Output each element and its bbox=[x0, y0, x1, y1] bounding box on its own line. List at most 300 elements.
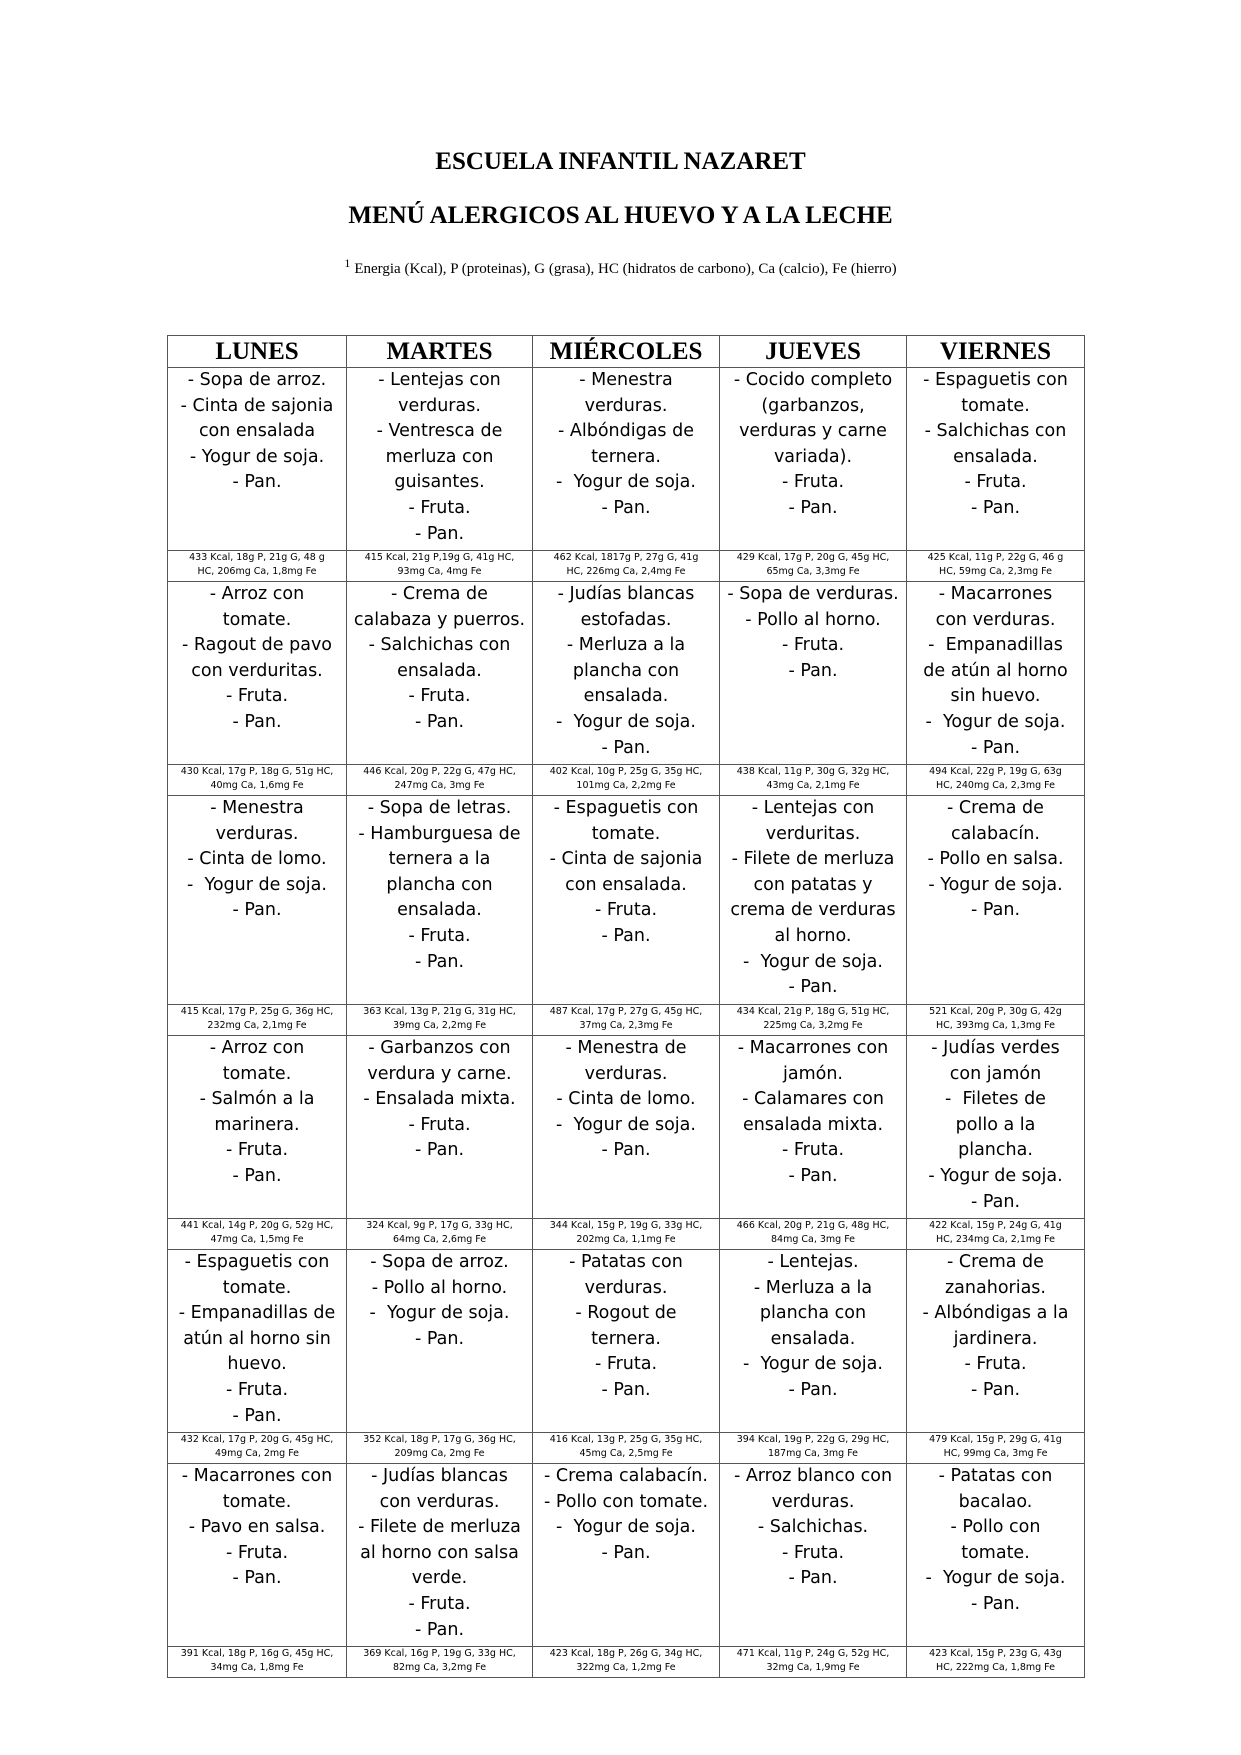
nutrition-line: 324 Kcal, 9g P, 17g G, 33g HC, bbox=[366, 1220, 513, 1231]
dish-line: zanahorias. bbox=[945, 1277, 1046, 1298]
dish-line: - Judías verdes bbox=[931, 1038, 1060, 1058]
dish-line: crema de verduras bbox=[730, 900, 896, 921]
day-header-martes: MARTES bbox=[347, 336, 533, 368]
dish-line: - Filete de merluza bbox=[731, 849, 895, 870]
dish-line: - Fruta. bbox=[408, 686, 471, 707]
nutrition-cell-week5-miercoles bbox=[533, 1433, 720, 1464]
dish-line: verduras y carne bbox=[739, 421, 887, 442]
dish-line: - Sopa de letras. bbox=[367, 798, 512, 818]
dish-line: - Fruta. bbox=[408, 1114, 471, 1135]
nutrition-cell-week1-martes bbox=[347, 551, 533, 582]
dish-line: - Sopa de arroz. bbox=[370, 1252, 509, 1272]
nutrition-cell-week1-lunes bbox=[168, 551, 347, 582]
nutrition-line: 438 Kcal, 11g P, 30g G, 32g HC, bbox=[736, 766, 890, 777]
week-1-dishes-row bbox=[168, 368, 1085, 551]
dish-line: - Crema de bbox=[391, 584, 488, 604]
dish-line: - Pan. bbox=[601, 1379, 651, 1400]
dish-line: - Yogur de soja. bbox=[743, 1354, 883, 1375]
menu-cell-week6-martes bbox=[347, 1464, 533, 1647]
nutrition-line: 479 Kcal, 15g P, 29g G, 41g bbox=[929, 1434, 1062, 1445]
dish-line: ternera a la bbox=[388, 849, 491, 870]
menu-body bbox=[168, 368, 1085, 1678]
nutrition-line: 487 Kcal, 17g P, 27g G, 45g HC, bbox=[549, 1006, 703, 1017]
nutrition-cell-week1-jueves bbox=[720, 551, 907, 582]
nutrition-cell-week2-miercoles bbox=[533, 765, 720, 796]
menu-cell-week1-viernes bbox=[907, 368, 1085, 551]
dish-line: - Pan. bbox=[414, 523, 465, 544]
dish-line: - Pan. bbox=[788, 1568, 838, 1589]
dish-line: - Salchichas con bbox=[368, 635, 511, 656]
nutrition-line: 494 Kcal, 22g P, 19g G, 63g bbox=[929, 766, 1062, 777]
dish-line: - Espaguetis con bbox=[923, 370, 1068, 390]
school-name-title: ESCUELA INFANTIL NAZARET bbox=[435, 148, 806, 175]
dish-line: - Patatas con bbox=[569, 1252, 683, 1272]
dish-line: - Yogur de soja. bbox=[925, 1568, 1066, 1589]
weekly-menu-table bbox=[167, 335, 1085, 1678]
dish-line: marinera. bbox=[214, 1114, 300, 1135]
dish-line: - Pan. bbox=[232, 1165, 282, 1186]
menu-cell-week1-miercoles bbox=[533, 368, 720, 551]
dish-line: - Pan. bbox=[788, 660, 838, 681]
nutrition-line: HC, 222mg Ca, 1,8mg Fe bbox=[936, 1662, 1055, 1673]
dish-line: con verduras. bbox=[379, 1491, 500, 1512]
menu-cell-week2-lunes bbox=[168, 582, 347, 765]
dish-line: verduras. bbox=[584, 1063, 668, 1084]
dish-line: - Rogout de bbox=[575, 1303, 677, 1324]
dish-line: - Macarrones bbox=[938, 584, 1053, 604]
dish-line: ensalada mixta. bbox=[742, 1114, 884, 1135]
dish-line: - Pan. bbox=[414, 951, 465, 972]
dish-line: - Ensalada mixta. bbox=[363, 1089, 516, 1110]
nutrition-line: 471 Kcal, 11g P, 24g G, 52g HC, bbox=[736, 1648, 890, 1659]
nutrition-line: 433 Kcal, 18g P, 21g G, 48 g bbox=[189, 552, 325, 563]
day-header-row bbox=[168, 336, 1085, 368]
dish-line: con jamón bbox=[949, 1063, 1042, 1084]
dish-line: - Yogur de soja. bbox=[556, 1517, 696, 1538]
dish-line: pollo a la bbox=[955, 1114, 1036, 1135]
nutrition-line: 466 Kcal, 20g P, 21g G, 48g HC, bbox=[736, 1220, 890, 1231]
dish-line: - Fruta. bbox=[225, 1140, 289, 1161]
menu-cell-week2-miercoles bbox=[533, 582, 720, 765]
nutrition-line: 423 Kcal, 15g P, 23g G, 43g bbox=[929, 1648, 1062, 1659]
menu-cell-week5-martes bbox=[347, 1250, 533, 1433]
dish-line: - Hamburguesa de bbox=[358, 823, 521, 844]
dish-line: - Yogur de soja. bbox=[369, 1303, 510, 1324]
nutrition-line: 93mg Ca, 4mg Fe bbox=[397, 566, 482, 577]
week-5-dishes-row bbox=[168, 1250, 1085, 1433]
menu-cell-week3-jueves bbox=[720, 796, 907, 1005]
dish-line: - Pan. bbox=[232, 711, 282, 732]
nutrition-line: 101mg Ca, 2,2mg Fe bbox=[576, 780, 676, 791]
dish-line: - Pan. bbox=[232, 472, 282, 493]
dish-line: - Salmón a la bbox=[199, 1089, 315, 1110]
dish-line: merluza con bbox=[385, 446, 494, 467]
menu-cell-week3-lunes bbox=[168, 796, 347, 1005]
nutrition-line: 82mg Ca, 3,2mg Fe bbox=[392, 1662, 487, 1673]
dish-line: - Filetes de bbox=[945, 1089, 1046, 1110]
menu-cell-week3-viernes bbox=[907, 796, 1085, 1005]
dish-line: - Sopa de verduras. bbox=[727, 584, 899, 604]
nutrition-line: 446 Kcal, 20g P, 22g G, 47g HC, bbox=[363, 766, 516, 777]
dish-line: ternera. bbox=[591, 1328, 661, 1349]
nutrition-cell-week6-jueves bbox=[720, 1647, 907, 1678]
nutrition-cell-week6-lunes bbox=[168, 1647, 347, 1678]
dish-line: verduras. bbox=[215, 823, 299, 844]
nutrition-line: 32mg Ca, 1,9mg Fe bbox=[766, 1662, 860, 1673]
nutrition-line: 369 Kcal, 16g P, 19g G, 33g HC, bbox=[363, 1648, 516, 1659]
dish-line: - Cinta de lomo. bbox=[556, 1089, 696, 1110]
dish-line: plancha. bbox=[958, 1140, 1033, 1161]
week-4-dishes-row bbox=[168, 1036, 1085, 1219]
dish-line: - Salchichas. bbox=[757, 1517, 869, 1538]
nutrition-line: 422 Kcal, 15g P, 24g G, 41g bbox=[929, 1220, 1062, 1231]
dish-line: - Espaguetis con bbox=[184, 1252, 330, 1272]
nutrition-line: 432 Kcal, 17g P, 20g G, 45g HC, bbox=[180, 1434, 334, 1445]
dish-line: - Pan. bbox=[601, 497, 651, 518]
nutrition-line: 43mg Ca, 2,1mg Fe bbox=[766, 780, 860, 791]
nutrition-cell-week4-jueves bbox=[720, 1219, 907, 1250]
nutrition-cell-week3-viernes bbox=[907, 1005, 1085, 1036]
week-5-nutrition-row bbox=[168, 1433, 1085, 1464]
dish-line: - Ventresca de bbox=[376, 421, 503, 442]
dish-line: - Pan. bbox=[970, 1191, 1021, 1212]
dish-line: - Yogur de soja. bbox=[556, 1114, 696, 1135]
menu-cell-week1-jueves bbox=[720, 368, 907, 551]
nutrition-line: HC, 59mg Ca, 2,3mg Fe bbox=[939, 566, 1052, 577]
menu-cell-week4-miercoles bbox=[533, 1036, 720, 1219]
menu-cell-week3-miercoles bbox=[533, 796, 720, 1005]
dish-line: - Fruta. bbox=[408, 925, 471, 946]
nutrition-line: 394 Kcal, 19g P, 22g G, 29g HC, bbox=[736, 1434, 890, 1445]
nutrition-line: 521 Kcal, 20g P, 30g G, 42g bbox=[929, 1006, 1062, 1017]
dish-line: - Fruta. bbox=[781, 1542, 845, 1563]
dish-line: - Judías blancas bbox=[557, 584, 695, 604]
dish-line: - Yogur de soja. bbox=[928, 874, 1063, 895]
dish-line: - Macarrones con bbox=[181, 1466, 333, 1486]
dish-line: - Merluza a la bbox=[566, 635, 686, 656]
dish-line: estofadas. bbox=[580, 609, 672, 630]
dish-line: verduras. bbox=[771, 1491, 855, 1512]
dish-line: - Pan. bbox=[788, 977, 838, 998]
nutrition-line: 391 Kcal, 18g P, 16g G, 45g HC, bbox=[180, 1648, 334, 1659]
dish-line: - Pollo al horno. bbox=[745, 609, 881, 630]
dish-line: - Pan. bbox=[414, 1328, 465, 1349]
dish-line: - Espaguetis con bbox=[553, 798, 699, 818]
nutrition-line: 415 Kcal, 21g P,19g G, 41g HC, bbox=[364, 552, 515, 563]
dish-line: - Fruta. bbox=[225, 1379, 289, 1400]
nutrition-line: 84mg Ca, 3mg Fe bbox=[770, 1234, 856, 1245]
dish-line: - Arroz con bbox=[209, 1038, 305, 1058]
nutrition-line: 40mg Ca, 1,6mg Fe bbox=[210, 780, 304, 791]
nutrition-cell-week4-martes bbox=[347, 1219, 533, 1250]
dish-line: - Pan. bbox=[970, 1593, 1021, 1614]
dish-line: - Cinta de sajonia bbox=[549, 849, 703, 870]
nutrition-cell-week2-martes bbox=[347, 765, 533, 796]
menu-cell-week3-martes bbox=[347, 796, 533, 1005]
dish-line: con verduras. bbox=[935, 609, 1056, 630]
dish-line: - Pan. bbox=[414, 1619, 465, 1640]
dish-line: ensalada. bbox=[770, 1328, 856, 1349]
nutrition-cell-week2-jueves bbox=[720, 765, 907, 796]
dish-line: - Pan. bbox=[970, 900, 1021, 921]
dish-line: - Garbanzos con bbox=[368, 1038, 511, 1058]
dish-line: - Calamares con bbox=[742, 1089, 884, 1110]
dish-line: plancha con bbox=[386, 874, 493, 895]
dish-line: - Pan. bbox=[970, 497, 1021, 518]
dish-line: ensalada. bbox=[583, 686, 669, 707]
nutrition-legend-text: Energia (Kcal), P (proteinas), G (grasa), HC (hidratos de carbono), Ca (calcio), Fe (hierro) bbox=[354, 261, 897, 277]
nutrition-cell-week5-lunes bbox=[168, 1433, 347, 1464]
nutrition-line: 209mg Ca, 2mg Fe bbox=[394, 1448, 485, 1459]
dish-line: - Lentejas con bbox=[751, 798, 875, 818]
dish-line: jardinera. bbox=[953, 1328, 1038, 1349]
dish-line: calabaza y puerros. bbox=[353, 609, 526, 630]
dish-line: - Menestra de bbox=[565, 1038, 687, 1058]
nutrition-cell-week6-viernes bbox=[907, 1647, 1085, 1678]
week-4-nutrition-row bbox=[168, 1219, 1085, 1250]
nutrition-line: 344 Kcal, 15g P, 19g G, 33g HC, bbox=[549, 1220, 703, 1231]
dish-line: - Crema calabacín. bbox=[544, 1466, 708, 1486]
nutrition-line: 34mg Ca, 1,8mg Fe bbox=[210, 1662, 304, 1673]
dish-line: - Sopa de arroz. bbox=[187, 370, 327, 390]
nutrition-line: 416 Kcal, 13g P, 25g G, 35g HC, bbox=[549, 1434, 703, 1445]
dish-line: - Pan. bbox=[232, 1568, 282, 1589]
dish-line: - Menestra bbox=[210, 798, 304, 818]
dish-line: - Fruta. bbox=[225, 686, 289, 707]
menu-cell-week2-jueves bbox=[720, 582, 907, 765]
dish-line: - Pan. bbox=[788, 1379, 838, 1400]
dish-line: bacalao. bbox=[958, 1491, 1033, 1512]
dish-line: plancha con bbox=[572, 660, 680, 681]
dish-line: al horno. bbox=[774, 925, 852, 946]
dish-line: guisantes. bbox=[394, 472, 485, 493]
dish-line: tomate. bbox=[222, 609, 292, 630]
dish-line: - Albóndigas de bbox=[558, 421, 694, 442]
nutrition-line: 462 Kcal, 1817g P, 27g G, 41g bbox=[553, 552, 699, 563]
dish-line: sin huevo. bbox=[950, 686, 1041, 707]
nutrition-cell-week3-lunes bbox=[168, 1005, 347, 1036]
week-6-nutrition-row bbox=[168, 1647, 1085, 1678]
dish-line: - Pan. bbox=[414, 1140, 465, 1161]
dish-line: plancha con bbox=[759, 1303, 867, 1324]
dish-line: - Macarrones con bbox=[737, 1038, 889, 1058]
week-3-dishes-row bbox=[168, 796, 1085, 1005]
nutrition-line: HC, 234mg Ca, 2,1mg Fe bbox=[936, 1234, 1055, 1245]
dish-line: - Pollo al horno. bbox=[371, 1277, 508, 1298]
nutrition-line: 64mg Ca, 2,6mg Fe bbox=[392, 1234, 487, 1245]
dish-line: - Empanadillas bbox=[928, 635, 1063, 656]
nutrition-line: 232mg Ca, 2,1mg Fe bbox=[207, 1020, 307, 1031]
dish-line: verde. bbox=[411, 1568, 468, 1589]
dish-line: - Pan. bbox=[414, 711, 465, 732]
menu-cell-week4-viernes bbox=[907, 1036, 1085, 1219]
dish-line: jamón. bbox=[783, 1063, 843, 1084]
dish-line: - Crema de bbox=[947, 1252, 1044, 1272]
nutrition-line: 430 Kcal, 17g P, 18g G, 51g HC, bbox=[180, 766, 334, 777]
dish-line: - Pan. bbox=[601, 737, 651, 758]
nutrition-line: 37mg Ca, 2,3mg Fe bbox=[579, 1020, 673, 1031]
day-header-viernes: VIERNES bbox=[907, 336, 1085, 368]
nutrition-cell-week2-viernes bbox=[907, 765, 1085, 796]
nutrition-line: 425 Kcal, 11g P, 22g G, 46 g bbox=[927, 552, 1064, 563]
menu-cell-week4-martes bbox=[347, 1036, 533, 1219]
dish-line: verduritas. bbox=[765, 823, 861, 844]
dish-line: - Filete de merluza bbox=[358, 1517, 521, 1538]
day-header-jueves: JUEVES bbox=[720, 336, 907, 368]
week-1-nutrition-row bbox=[168, 551, 1085, 582]
nutrition-line: 415 Kcal, 17g P, 25g G, 36g HC, bbox=[180, 1006, 334, 1017]
nutrition-line: HC, 240mg Ca, 2,3mg Fe bbox=[936, 780, 1055, 791]
dish-line: - Pan. bbox=[601, 1542, 651, 1563]
nutrition-line: 434 Kcal, 21g P, 18g G, 51g HC, bbox=[736, 1006, 890, 1017]
nutrition-cell-week1-viernes bbox=[907, 551, 1085, 582]
dish-line: - Pan. bbox=[601, 925, 651, 946]
dish-line: - Yogur de soja. bbox=[925, 711, 1066, 732]
menu-cell-week5-miercoles bbox=[533, 1250, 720, 1433]
nutrition-line: 202mg Ca, 1,1mg Fe bbox=[576, 1234, 676, 1245]
dish-line: tomate. bbox=[222, 1491, 292, 1512]
nutrition-line: 187mg Ca, 3mg Fe bbox=[767, 1448, 859, 1459]
dish-line: - Pan. bbox=[601, 1140, 651, 1161]
dish-line: - Lentejas. bbox=[767, 1252, 859, 1272]
menu-cell-week4-jueves bbox=[720, 1036, 907, 1219]
dish-line: - Yogur de soja. bbox=[189, 446, 325, 467]
dish-line: - Judías blancas bbox=[371, 1466, 508, 1486]
dish-line: - Pollo con bbox=[950, 1517, 1041, 1538]
dish-line: - Lentejas con bbox=[378, 370, 501, 390]
dish-line: tomate. bbox=[222, 1063, 292, 1084]
nutrition-cell-week5-viernes bbox=[907, 1433, 1085, 1464]
nutrition-line: 402 Kcal, 10g P, 25g G, 35g HC, bbox=[549, 766, 703, 777]
dish-line: calabacín. bbox=[951, 823, 1040, 844]
menu-cell-week5-lunes bbox=[168, 1250, 347, 1433]
dish-line: - Menestra bbox=[579, 370, 673, 390]
menu-cell-week1-martes bbox=[347, 368, 533, 551]
nutrition-line: 352 Kcal, 18g P, 17g G, 36g HC, bbox=[363, 1434, 516, 1445]
day-header-miercoles: MIÉRCOLES bbox=[533, 336, 720, 368]
nutrition-line: 322mg Ca, 1,2mg Fe bbox=[576, 1662, 676, 1673]
dish-line: - Pan. bbox=[232, 1405, 282, 1426]
dish-line: - Patatas con bbox=[938, 1466, 1053, 1486]
dish-line: ensalada. bbox=[397, 900, 482, 921]
week-3-nutrition-row bbox=[168, 1005, 1085, 1036]
dish-line: (garbanzos, bbox=[761, 395, 865, 416]
dish-line: - Merluza a la bbox=[753, 1277, 873, 1298]
week-2-nutrition-row bbox=[168, 765, 1085, 796]
dish-line: - Arroz blanco con bbox=[733, 1466, 893, 1486]
dish-line: - Ragout de pavo bbox=[181, 635, 333, 656]
nutrition-line: HC, 393mg Ca, 1,3mg Fe bbox=[936, 1020, 1055, 1031]
week-6-dishes-row bbox=[168, 1464, 1085, 1647]
dish-line: con ensalada bbox=[198, 421, 316, 442]
nutrition-cell-week2-lunes bbox=[168, 765, 347, 796]
menu-cell-week1-lunes bbox=[168, 368, 347, 551]
nutrition-cell-week6-martes bbox=[347, 1647, 533, 1678]
nutrition-cell-week4-lunes bbox=[168, 1219, 347, 1250]
menu-cell-week2-viernes bbox=[907, 582, 1085, 765]
dish-line: - Cinta de sajonia bbox=[180, 395, 334, 416]
dish-line: - Yogur de soja. bbox=[187, 874, 327, 895]
dish-line: - Albóndigas a la bbox=[922, 1303, 1069, 1324]
dish-line: de atún al horno bbox=[923, 660, 1068, 681]
nutrition-cell-week5-jueves bbox=[720, 1433, 907, 1464]
nutrition-line: 65mg Ca, 3,3mg Fe bbox=[766, 566, 860, 577]
dish-line: - Pan. bbox=[970, 737, 1021, 758]
dish-line: atún al horno sin bbox=[183, 1328, 331, 1349]
nutrition-line: 47mg Ca, 1,5mg Fe bbox=[210, 1234, 304, 1245]
menu-cell-week2-martes bbox=[347, 582, 533, 765]
menu-cell-week6-lunes bbox=[168, 1464, 347, 1647]
dish-line: - Fruta. bbox=[964, 472, 1027, 493]
dish-line: tomate. bbox=[961, 1542, 1030, 1563]
dish-line: - Pan. bbox=[232, 900, 282, 921]
dish-line: - Fruta. bbox=[781, 1140, 845, 1161]
menu-cell-week5-jueves bbox=[720, 1250, 907, 1433]
nutrition-cell-week3-martes bbox=[347, 1005, 533, 1036]
dish-line: - Empanadillas de bbox=[178, 1303, 336, 1324]
dish-line: - Fruta. bbox=[781, 472, 845, 493]
dish-line: - Yogur de soja. bbox=[743, 951, 883, 972]
dish-line: - Fruta. bbox=[408, 497, 471, 518]
dish-line: - Fruta. bbox=[408, 1593, 471, 1614]
nutrition-cell-week5-martes bbox=[347, 1433, 533, 1464]
footnote-marker: 1 bbox=[344, 256, 351, 270]
menu-cell-week4-lunes bbox=[168, 1036, 347, 1219]
nutrition-line: 363 Kcal, 13g P, 21g G, 31g HC, bbox=[363, 1006, 516, 1017]
nutrition-cell-week1-miercoles bbox=[533, 551, 720, 582]
menu-cell-week6-miercoles bbox=[533, 1464, 720, 1647]
dish-line: - Pollo con tomate. bbox=[543, 1491, 709, 1512]
dish-line: tomate. bbox=[961, 395, 1030, 416]
dish-line: - Fruta. bbox=[225, 1542, 289, 1563]
dish-line: ternera. bbox=[591, 446, 661, 467]
nutrition-line: 39mg Ca, 2,2mg Fe bbox=[392, 1020, 487, 1031]
dish-line: verduras. bbox=[584, 395, 668, 416]
day-header-lunes: LUNES bbox=[168, 336, 347, 368]
dish-line: variada). bbox=[773, 446, 853, 467]
dish-line: - Fruta. bbox=[594, 1354, 658, 1375]
menu-cell-week5-viernes bbox=[907, 1250, 1085, 1433]
dish-line: tomate. bbox=[591, 823, 661, 844]
dish-line: verduras. bbox=[584, 1277, 668, 1298]
dish-line: - Fruta. bbox=[964, 1354, 1027, 1375]
dish-line: - Cinta de lomo. bbox=[187, 849, 327, 870]
dish-line: - Cocido completo bbox=[733, 370, 893, 390]
nutrition-cell-week4-miercoles bbox=[533, 1219, 720, 1250]
nutrition-line: 441 Kcal, 14g P, 20g G, 52g HC, bbox=[180, 1220, 334, 1231]
dish-line: - Arroz con bbox=[209, 584, 305, 604]
dish-line: tomate. bbox=[222, 1277, 292, 1298]
dish-line: con patatas y bbox=[753, 874, 873, 895]
dish-line: - Pan. bbox=[788, 497, 838, 518]
dish-line: - Pollo en salsa. bbox=[927, 849, 1064, 870]
menu-cell-week6-jueves bbox=[720, 1464, 907, 1647]
dish-line: - Pavo en salsa. bbox=[188, 1517, 326, 1538]
dish-line: verduras. bbox=[398, 395, 481, 416]
dish-line: - Pan. bbox=[970, 1379, 1021, 1400]
nutrition-cell-week6-miercoles bbox=[533, 1647, 720, 1678]
dish-line: ensalada. bbox=[397, 660, 482, 681]
nutrition-cell-week3-jueves bbox=[720, 1005, 907, 1036]
dish-line: al horno con salsa bbox=[360, 1542, 519, 1563]
nutrition-line: 429 Kcal, 17g P, 20g G, 45g HC, bbox=[736, 552, 890, 563]
dish-line: - Yogur de soja. bbox=[556, 711, 696, 732]
nutrition-line: HC, 226mg Ca, 2,4mg Fe bbox=[566, 566, 686, 577]
menu-title: MENÚ ALERGICOS AL HUEVO Y A LA LECHE bbox=[348, 202, 893, 229]
nutrition-cell-week4-viernes bbox=[907, 1219, 1085, 1250]
nutrition-line: HC, 99mg Ca, 3mg Fe bbox=[943, 1448, 1048, 1459]
dish-line: - Yogur de soja. bbox=[556, 472, 696, 493]
